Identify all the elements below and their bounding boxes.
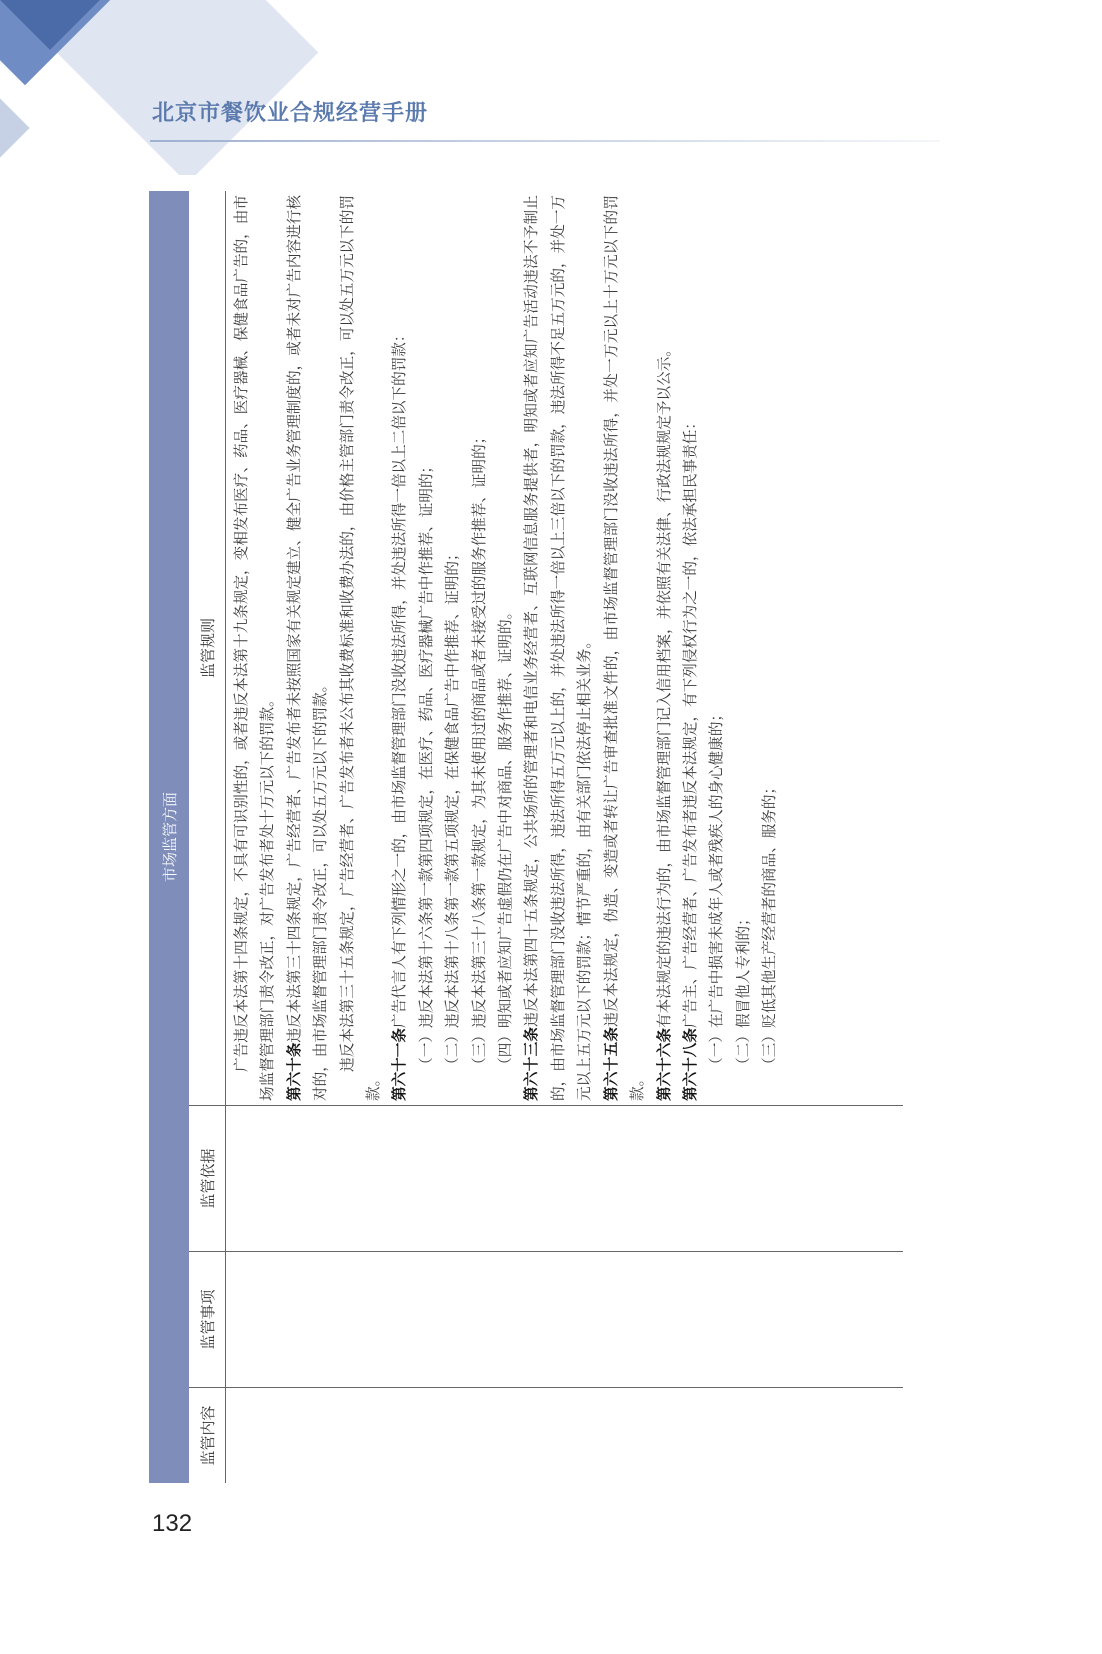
table-column-headers	[189, 191, 226, 1483]
rule-text: （一）在广告中损害未成年人或者残疾人的身心健康的；	[708, 706, 726, 1072]
rule-text: 违反本法规定，伪造、变造或者转让广告审查批准文件的，由市场监督管理部门没收违法所得，并处一万元以上十万元以下的罚款。	[602, 195, 647, 1101]
rule-list-item	[414, 195, 440, 1101]
rule-text: （三）贬低其他生产经营者的商品、服务的；	[761, 779, 779, 1072]
table-section-title: 市场监管方面	[149, 191, 189, 1483]
rule-text: （三）违反本法第三十八条第一款规定，为其未使用过的商品或者未接受过的服务作推荐、证明的；	[470, 429, 488, 1072]
rule-article	[519, 195, 598, 1101]
article-number: 第六十条	[285, 1042, 303, 1101]
rule-article	[599, 195, 652, 1101]
rule-text: 广告主、广告经营者、广告发布者违反本法规定，有下列侵权行为之一的，依法承担民事责任：	[681, 415, 699, 1029]
deco-diamond-large	[57, 0, 319, 175]
col-header-content: 监管内容	[189, 1387, 225, 1483]
rule-text: 违反本法第三十五条规定，广告经营者、广告发布者未公布其收费标准和收费办法的，由价格主管部门责令改正，可以处五万元以下的罚款。	[338, 195, 383, 1101]
rule-text: 有本法规定的违法行为的，由市场监督管理部门记入信用档案，并依照有关法律、行政法规规定予以公示。	[655, 342, 673, 1029]
rule-text: （二）违反本法第十八条第一款第五项规定，在保健食品广告中作推荐、证明的；	[444, 546, 462, 1072]
rule-text: 违反本法第三十四条规定，广告经营者、广告发布者未按照国家有关规定建立、健全广告业务管理制度的，或者未对广告内容进行核对的，由市场监督管理部门责令改正，可以处五万元以下的罚款。	[285, 195, 330, 1101]
rule-list-item	[704, 195, 730, 1101]
rule-list-item	[467, 195, 493, 1101]
rule-paragraph	[229, 195, 282, 1101]
rule-list-item	[757, 195, 783, 1101]
header-rule	[150, 140, 940, 142]
table-body-row	[225, 191, 903, 1483]
rule-text: 广告代言人有下列情形之一的，由市场监督管理部门没收违法所得，并处违法所得一倍以上二倍以下的罚款：	[391, 327, 409, 1029]
rule-text: （四）明知或者应知广告虚假仍在广告中对商品、服务作推荐、证明的。	[497, 604, 515, 1072]
deco-diamond-small	[0, 88, 30, 167]
rule-list-item	[493, 195, 519, 1101]
cell-rules	[225, 191, 903, 1105]
regulation-table	[149, 191, 903, 1483]
rule-article	[678, 195, 704, 1101]
rule-paragraph	[335, 195, 388, 1101]
article-number: 第六十一条	[391, 1028, 409, 1101]
rule-text: 违反本法第四十五条规定，公共场所的管理者和电信业务经营者、互联网信息服务提供者，明知或者应知广告活动违法不予制止的，由市场监督管理部门没收违法所得，违法所得五万元以上的，并处违法所得一倍以上三倍以下的罚款，违法所得不足五万元的，并处一万元以上五万元以下的罚款；情节严重的，由有关部门依法停止相关业务。	[523, 195, 594, 1101]
rule-text: （二）假冒他人专利的；	[734, 911, 752, 1072]
running-header-title: 北京市餐饮业合规经营手册	[152, 101, 429, 126]
rule-text: 广告违反本法第十四条规定，不具有可识别性的，或者违反本法第十九条规定，变相发布医疗、药品、医疗器械、保健食品广告的，由市场监督管理部门责令改正，对广告发布者处十万元以下的罚款。	[233, 195, 277, 1101]
cell-item	[225, 1251, 903, 1387]
rule-list-item	[731, 195, 757, 1101]
rule-list-item	[440, 195, 466, 1101]
article-number: 第六十三条	[523, 1026, 541, 1101]
rule-article	[387, 195, 413, 1101]
col-header-basis: 监管依据	[189, 1105, 225, 1251]
page-number: 132	[152, 1510, 193, 1537]
col-header-item: 监管事项	[189, 1251, 225, 1387]
col-header-rules: 监管规则	[198, 618, 217, 679]
cell-basis	[225, 1105, 903, 1251]
cell-content	[225, 1387, 903, 1483]
article-number: 第六十六条	[655, 1028, 673, 1101]
rule-article	[652, 195, 678, 1101]
article-number: 第六十八条	[681, 1028, 699, 1101]
article-number: 第六十五条	[602, 1026, 620, 1101]
corner-decoration	[0, 0, 360, 175]
rule-article	[282, 195, 335, 1101]
rule-text: （一）违反本法第十六条第一款第四项规定，在医疗、药品、医疗器械广告中作推荐、证明的；	[417, 458, 435, 1072]
